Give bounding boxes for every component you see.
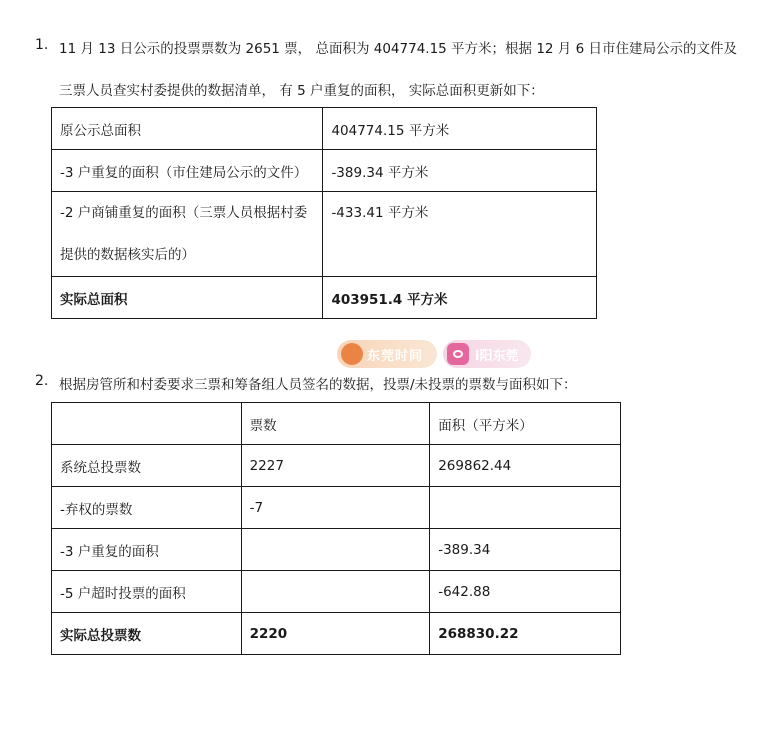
table-row xyxy=(52,192,597,277)
table-row xyxy=(52,108,597,150)
table-header-row xyxy=(52,403,621,445)
table-cell xyxy=(430,487,621,529)
cell-text-line-2: 提供的数据核实后的） xyxy=(60,247,195,263)
table-cell xyxy=(430,613,621,655)
total-value: 403951.4 平方米 xyxy=(331,291,448,308)
table-row xyxy=(52,445,621,487)
table-cell: -642.88 xyxy=(430,571,621,613)
table-cell xyxy=(52,277,323,319)
header-cell: 票数 xyxy=(241,403,430,445)
table-row xyxy=(52,277,597,319)
watermark-text-left: 东莞时间 xyxy=(367,349,424,364)
cell-text-line-1: -2 户商铺重复的面积（三票人员根据村委 xyxy=(60,205,308,221)
table-row xyxy=(52,613,621,655)
table-cell: 2227 xyxy=(241,445,430,487)
table-row xyxy=(52,529,621,571)
area-table xyxy=(51,107,597,319)
table-cell: 269862.44 xyxy=(430,445,621,487)
table-cell: -弃权的票数 xyxy=(52,487,242,529)
section-1-text-line-1: 11 月 13 日公示的投票票数为 2651 票， 总面积为 404774.15 平方米；根据 12 月 6 日市住建局公示的文件及 xyxy=(59,41,737,57)
header-cell: 面积（平方米） xyxy=(430,403,621,445)
table-row xyxy=(52,150,597,192)
eye-icon xyxy=(447,343,469,365)
list-number-1: 1. xyxy=(35,37,49,53)
table-cell xyxy=(241,571,430,613)
table-cell: 原公示总面积 xyxy=(52,108,323,150)
total-label: 实际总投票数 xyxy=(60,627,141,644)
vote-table xyxy=(51,402,621,655)
table-cell xyxy=(52,613,242,655)
watermark-text-right: i阳东莞 xyxy=(475,349,519,364)
watermark-c-icon xyxy=(341,343,363,365)
header-cell xyxy=(52,403,242,445)
total-votes: 2220 xyxy=(249,625,288,642)
table-cell: -389.34 平方米 xyxy=(323,150,597,192)
table-cell: 404774.15 平方米 xyxy=(323,108,597,150)
table-row xyxy=(52,571,621,613)
total-area: 268830.22 xyxy=(438,625,519,642)
table-cell xyxy=(241,613,430,655)
table-cell xyxy=(52,192,323,277)
section-1-text-line-2: 三票人员查实村委提供的数据清单， 有 5 户重复的面积， 实际总面积更新如下： xyxy=(59,83,544,99)
table-cell xyxy=(323,192,597,277)
table-cell: -3 户重复的面积（市住建局公示的文件） xyxy=(52,150,323,192)
table-row xyxy=(52,487,621,529)
table-cell: -7 xyxy=(241,487,430,529)
list-number-2: 2. xyxy=(35,373,49,389)
table-cell xyxy=(323,277,597,319)
table-cell xyxy=(241,529,430,571)
watermark xyxy=(337,340,531,368)
table-cell: -5 户超时投票的面积 xyxy=(52,571,242,613)
table-cell: 系统总投票数 xyxy=(52,445,242,487)
table-cell: -389.34 xyxy=(430,529,621,571)
total-label: 实际总面积 xyxy=(60,291,128,308)
cell-value: -433.41 平方米 xyxy=(331,205,429,221)
table-cell: -3 户重复的面积 xyxy=(52,529,242,571)
section-2-text-line-1: 根据房管所和村委要求三票和筹备组人员签名的数据，投票/未投票的票数与面积如下： xyxy=(59,377,577,393)
